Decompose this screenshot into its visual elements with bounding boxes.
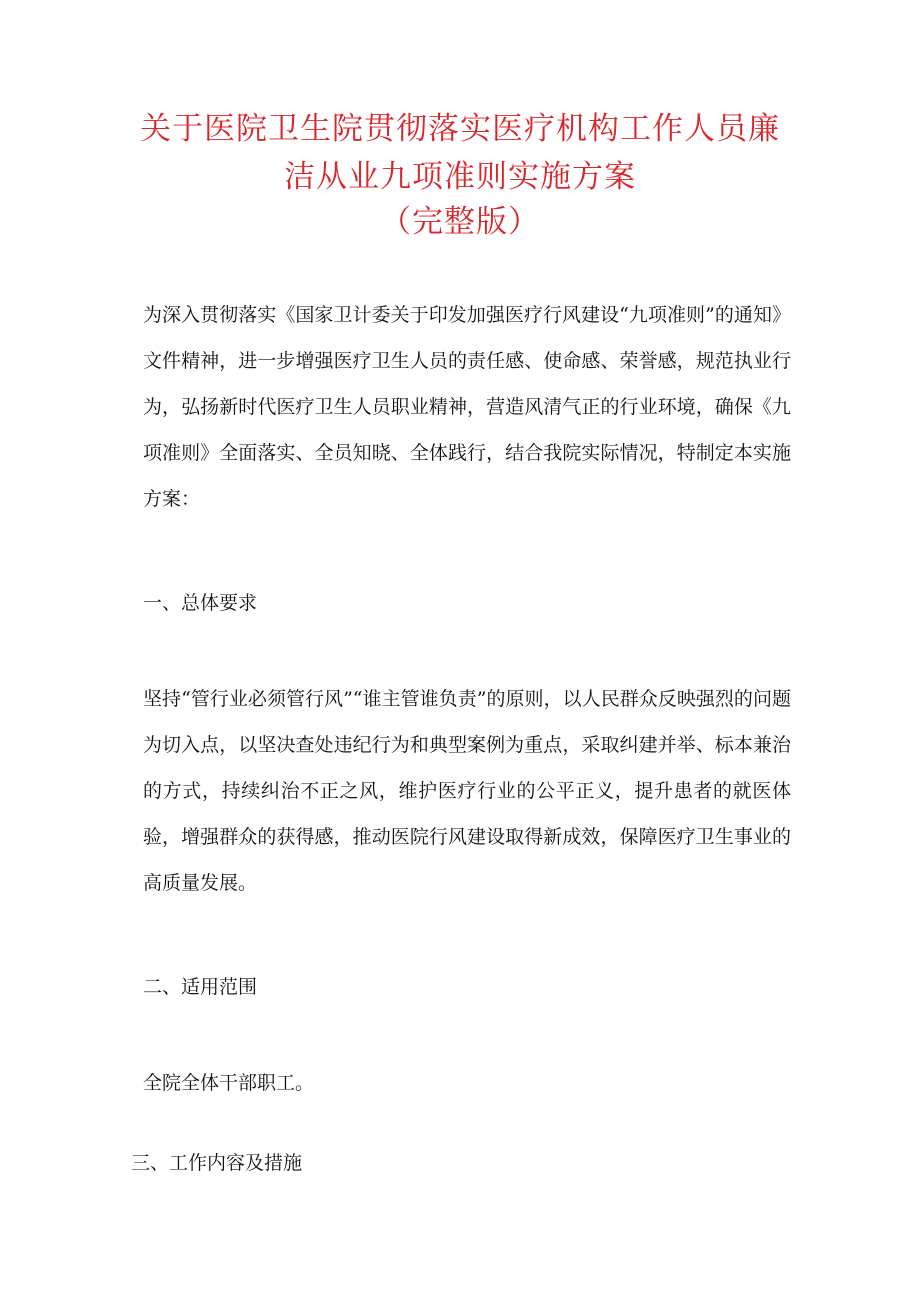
section-heading-work-content: 三、工作内容及措施 [131,1152,303,1174]
section-body-general-requirements: 坚持“管行业必须管行风”“谁主管谁负责”的原则，以人民群众反映强烈的问题为切入点，以坚决查处违纪行为和典型案例为重点，采取纠建并举、标本兼治的方式，持续纠治不正之风，维护医疗行业的公平正义，提升患者的就医体验，增强群众的获得感，推动医院行风建设取得新成效，保障医疗卫生事业的高质量发展。 [143,688,791,894]
document-title-line-3: （完整版） [380,204,540,240]
document-title-line-2: 洁从业九项准则实施方案 [284,159,636,195]
section-heading-general-requirements: 一、总体要求 [143,592,258,614]
intro-paragraph: 为深入贯彻落实《国家卫计委关于印发加强医疗行风建设“九项准则”的通知》文件精神，进一步增强医疗卫生人员的责任感、使命感、荣誉感，规范执业行为，弘扬新时代医疗卫生人员职业精神，营造风清气正的行业环境，确保《九项准则》全面落实、全员知晓、全体践行，结合我院实际情况，特制定本实施方案： [143,304,791,510]
section-heading-scope: 二、适用范围 [143,976,258,998]
document-title-line-1: 关于医院卫生院贯彻落实医疗机构工作人员廉 [140,111,780,147]
section-body-scope: 全院全体干部职工。 [143,1072,315,1094]
